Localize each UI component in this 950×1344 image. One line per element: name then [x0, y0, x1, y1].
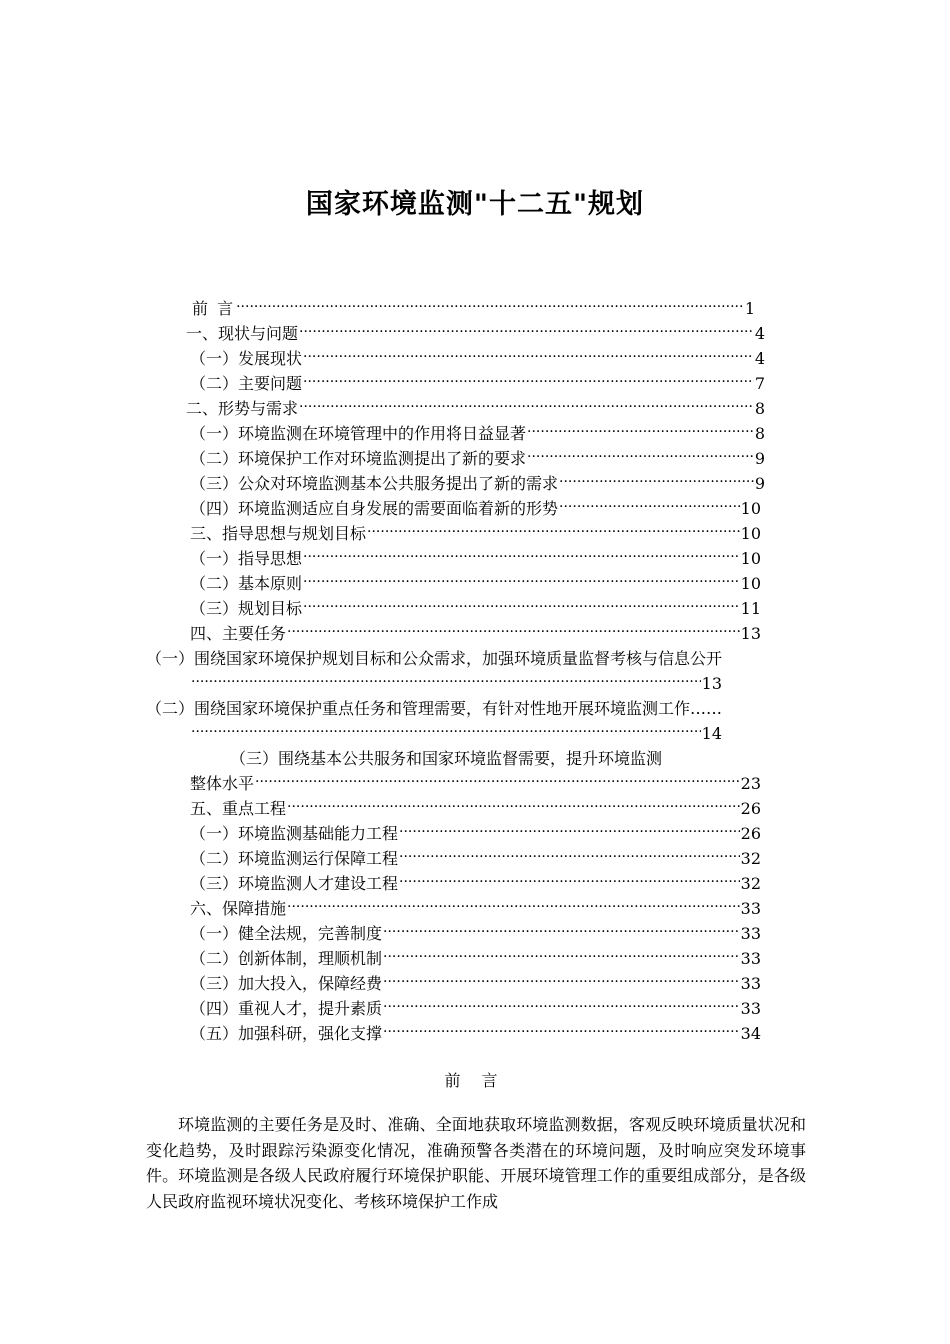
- toc-dot-leader: [303, 546, 740, 567]
- toc-entry[interactable]: [190, 424, 765, 444]
- toc-entry-text: （一）发展现状: [190, 349, 303, 368]
- toc-page-number: 14: [701, 724, 722, 743]
- toc-dot-leader: [367, 521, 740, 542]
- toc-entry[interactable]: [146, 649, 811, 669]
- toc-entry[interactable]: [190, 999, 761, 1019]
- toc-entry[interactable]: [190, 299, 755, 319]
- toc-entry[interactable]: [190, 599, 761, 619]
- toc-page-number: 32: [740, 849, 761, 868]
- toc-dot-leader: [299, 396, 754, 417]
- toc-entry[interactable]: [146, 699, 811, 719]
- toc-entry-text-continued: 整体水平: [190, 774, 255, 793]
- toc-entry[interactable]: [190, 624, 761, 644]
- toc-page-number: 23: [740, 774, 761, 793]
- toc-entry-text: （一）环境监测在环境管理中的作用将日益显著: [190, 424, 527, 443]
- toc-page-number: 4: [754, 349, 765, 368]
- toc-entry[interactable]: [230, 749, 750, 769]
- toc-dot-leader: [559, 471, 754, 492]
- toc-entry[interactable]: [190, 574, 761, 594]
- toc-dot-leader: [383, 921, 740, 942]
- toc-dot-leader: [399, 846, 740, 867]
- toc-entry-text: 前 言: [192, 299, 236, 318]
- toc-entry[interactable]: [190, 849, 761, 869]
- toc-entry[interactable]: [190, 974, 761, 994]
- toc-entry-text: （二）围绕国家环境保护重点任务和管理需要，有针对性地开展环境监测工作……: [146, 699, 723, 718]
- toc-dot-leader: [383, 1021, 740, 1042]
- toc-dot-leader: [303, 571, 740, 592]
- toc-page-number: 9: [754, 474, 765, 493]
- toc-page-number: 10: [740, 574, 761, 593]
- toc-entry-continuation[interactable]: [190, 774, 761, 794]
- toc-dot-leader: [303, 596, 740, 617]
- toc-dot-leader: [527, 446, 754, 467]
- toc-page-number: 8: [754, 424, 765, 443]
- toc-entry-text: 三、指导思想与规划目标: [190, 524, 367, 543]
- toc-entry-text: （三）公众对环境监测基本公共服务提出了新的需求: [190, 474, 559, 493]
- toc-dot-leader: [299, 321, 754, 342]
- toc-dot-leader: [191, 721, 701, 742]
- toc-entry[interactable]: [190, 874, 761, 894]
- toc-dot-leader: [383, 971, 740, 992]
- toc-page-number: 33: [740, 924, 761, 943]
- toc-entry-text: （一）指导思想: [190, 549, 303, 568]
- toc-page-number: 10: [740, 549, 761, 568]
- toc-entry-text: （二）基本原则: [190, 574, 303, 593]
- toc-entry-text: （四）环境监测适应自身发展的需要面临着新的形势: [190, 499, 559, 518]
- toc-dot-leader: [527, 421, 754, 442]
- toc-entry[interactable]: [186, 324, 765, 344]
- toc-page-number: 26: [740, 799, 761, 818]
- toc-page-number: 4: [754, 324, 765, 343]
- toc-dot-leader: [399, 821, 740, 842]
- toc-page-number: 26: [740, 824, 761, 843]
- toc-entry-text: 四、主要任务: [190, 624, 287, 643]
- toc-entry[interactable]: [190, 449, 765, 469]
- toc-entry-text: （二）环境监测运行保障工程: [190, 849, 399, 868]
- toc-entry-text: （一）健全法规，完善制度: [190, 924, 383, 943]
- toc-dot-leader: [287, 621, 740, 642]
- toc-dot-leader: [399, 871, 740, 892]
- toc-entry[interactable]: [186, 399, 765, 419]
- toc-dot-leader: [383, 996, 740, 1017]
- toc-entry-continuation[interactable]: [190, 674, 722, 694]
- toc-page-number: 13: [740, 624, 761, 643]
- toc-page-number: 33: [740, 949, 761, 968]
- toc-page-number: 7: [754, 374, 765, 393]
- toc-page-number: 32: [740, 874, 761, 893]
- toc-entry[interactable]: [190, 524, 761, 544]
- toc-entry-text: 一、现状与问题: [186, 324, 299, 343]
- preface-paragraph: 环境监测的主要任务是及时、准确、全面地获取环境监测数据，客观反映环境质量状况和变化趋势，及时跟踪污染源变化情况，准确预警各类潜在的环境问题，及时响应突发环境事件。环境监测是各级人民政府履行环境保护职能、开展环境管理工作的重要组成部分，是各级人民政府监视环境状况变化、考核环境保护工作成: [146, 1115, 806, 1211]
- toc-entry[interactable]: [190, 549, 761, 569]
- toc-page-number: 9: [754, 449, 765, 468]
- toc-entry[interactable]: [190, 374, 765, 394]
- toc-page-number: 33: [740, 899, 761, 918]
- toc-entry[interactable]: [190, 499, 761, 519]
- toc-entry[interactable]: [190, 799, 761, 819]
- toc-dot-leader: [236, 296, 744, 317]
- toc-entry[interactable]: [190, 474, 765, 494]
- toc-entry-text: （五）加强科研，强化支撑: [190, 1024, 383, 1043]
- toc-dot-leader: [191, 671, 701, 692]
- toc-page-number: 8: [754, 399, 765, 418]
- toc-entry-text: （三）环境监测人才建设工程: [190, 874, 399, 893]
- toc-entry-text: （二）创新体制，理顺机制: [190, 949, 383, 968]
- toc-page-number: 13: [701, 674, 722, 693]
- toc-dot-leader: [559, 496, 740, 517]
- toc-entry-text: （二）主要问题: [190, 374, 303, 393]
- toc-entry[interactable]: [190, 899, 761, 919]
- toc-entry-text: （三）加大投入，保障经费: [190, 974, 383, 993]
- toc-entry[interactable]: [190, 949, 761, 969]
- toc-page-number: 10: [740, 524, 761, 543]
- toc-entry-text: （一）围绕国家环境保护规划目标和公众需求，加强环境质量监督考核与信息公开: [146, 649, 723, 668]
- toc-entry-text: 五、重点工程: [190, 799, 287, 818]
- toc-entry[interactable]: [190, 349, 765, 369]
- toc-entry-text: （二）环境保护工作对环境监测提出了新的要求: [190, 449, 527, 468]
- toc-dot-leader: [255, 771, 740, 792]
- toc-page-number: 1: [744, 299, 755, 318]
- toc-entry-text: （三）围绕基本公共服务和国家环境监督需要，提升环境监测: [230, 749, 663, 768]
- document-title: 国家环境监测"十二五"规划: [305, 189, 645, 220]
- toc-entry-text: （一）环境监测基础能力工程: [190, 824, 399, 843]
- toc-entry[interactable]: [190, 1024, 761, 1044]
- toc-entry-text: （三）规划目标: [190, 599, 303, 618]
- toc-page-number: 10: [740, 499, 761, 518]
- toc-page-number: 34: [740, 1024, 761, 1043]
- toc-dot-leader: [287, 796, 740, 817]
- toc-dot-leader: [287, 896, 740, 917]
- toc-page-number: 33: [740, 999, 761, 1018]
- toc-entry[interactable]: [190, 824, 761, 844]
- toc-entry-text: （四）重视人才，提升素质: [190, 999, 383, 1018]
- toc-dot-leader: [383, 946, 740, 967]
- toc-dot-leader: [303, 371, 754, 392]
- toc-page-number: 33: [740, 974, 761, 993]
- toc-page-number: 11: [740, 599, 761, 618]
- toc-entry[interactable]: [190, 924, 761, 944]
- toc-entry-text: 二、形势与需求: [186, 399, 299, 418]
- toc-entry-continuation[interactable]: [190, 724, 722, 744]
- preface-heading: 前 言: [444, 1071, 506, 1090]
- toc-entry-text: 六、保障措施: [190, 899, 287, 918]
- toc-dot-leader: [303, 346, 754, 367]
